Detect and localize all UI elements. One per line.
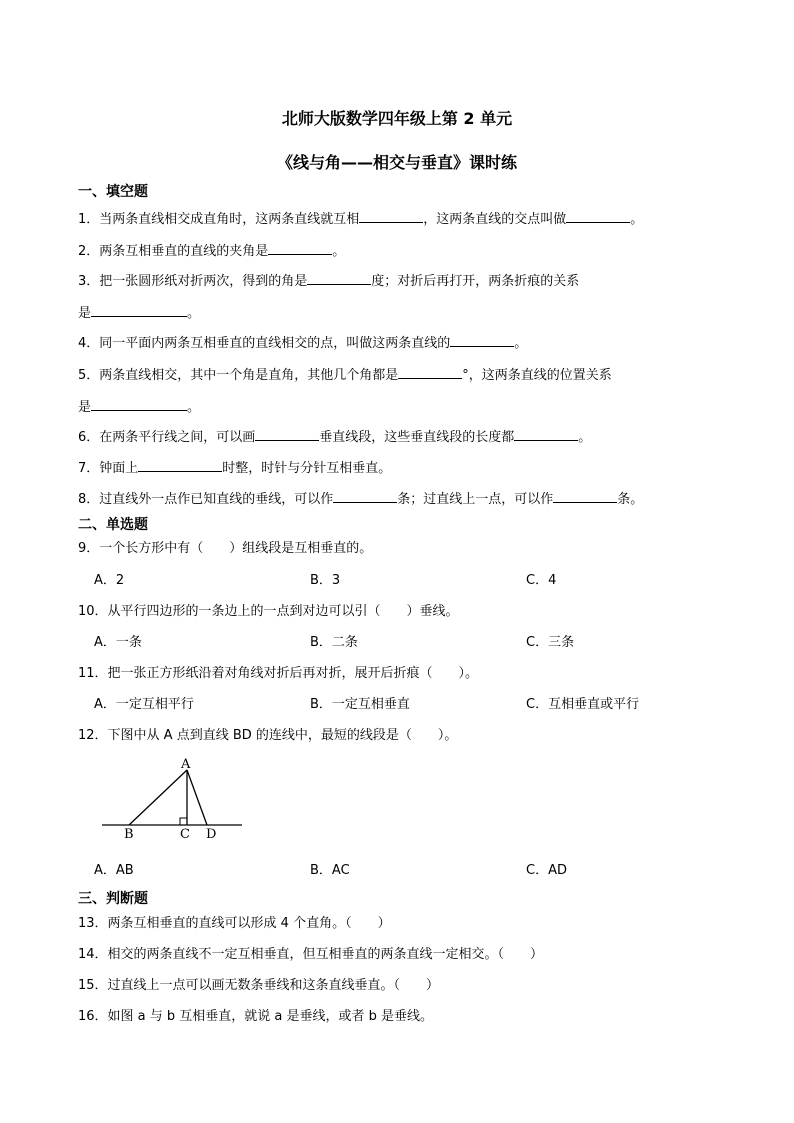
q4-blank[interactable] xyxy=(450,332,514,347)
q2-text-a: 2．两条互相垂直的直线的夹角是 xyxy=(78,244,269,259)
q10-option-b[interactable]: B．二条 xyxy=(310,635,358,650)
q8-text-c: 条。 xyxy=(617,492,644,507)
q9-option-b[interactable]: B．3 xyxy=(310,573,341,588)
q10-option-a[interactable]: A．一条 xyxy=(94,635,142,650)
point-b-label: B xyxy=(124,827,134,842)
point-d-label: D xyxy=(206,827,217,842)
q3-blank-2[interactable] xyxy=(91,302,187,317)
q5-text-d: 。 xyxy=(187,400,201,415)
q1-text-c: 。 xyxy=(630,212,644,227)
question-16: 16．如图 a 与 b 互相垂直，就说 a 是垂线，或者 b 是垂线。 xyxy=(78,1009,434,1024)
section-single-choice: 二、单选题 xyxy=(78,517,148,533)
question-6 xyxy=(78,426,591,447)
q11-option-c[interactable]: C．互相垂直或平行 xyxy=(526,697,640,712)
q1-blank-1[interactable] xyxy=(359,208,423,223)
q6-text-a: 6．在两条平行线之间，可以画 xyxy=(78,430,256,445)
q2-text-b: 。 xyxy=(332,244,346,259)
q8-text-b: 条；过直线上一点，可以作 xyxy=(397,492,554,507)
q7-text-b: 时整，时针与分针互相垂直。 xyxy=(222,461,392,476)
point-c-label: C xyxy=(180,827,190,842)
question-7 xyxy=(78,457,391,478)
point-a-label: A xyxy=(181,757,191,772)
question-5 xyxy=(78,364,612,385)
question-14: 14．相交的两条直线不一定互相垂直，但互相垂直的两条直线一定相交。（ ） xyxy=(78,947,544,962)
question-2 xyxy=(78,240,345,261)
question-13: 13．两条互相垂直的直线可以形成 4 个直角。（ ） xyxy=(78,916,391,931)
q7-text-a: 7．钟面上 xyxy=(78,461,139,476)
question-9: 9．一个长方形中有（ ）组线段是互相垂直的。 xyxy=(78,541,373,556)
segment-ab xyxy=(129,770,187,825)
right-angle-mark xyxy=(180,818,187,825)
q11-option-b[interactable]: B．一定互相垂直 xyxy=(310,697,410,712)
q3-text-c: 是 xyxy=(78,306,92,321)
question-11: 11．把一张正方形纸沿着对角线对折后再对折，展开后折痕（ ）。 xyxy=(78,666,479,681)
q1-text-a: 1．当两条直线相交成直角时，这两条直线就互相 xyxy=(78,212,360,227)
q4-text-a: 4．同一平面内两条互相垂直的直线相交的点，叫做这两条直线的 xyxy=(78,336,451,351)
question-8 xyxy=(78,488,643,509)
question-10: 10．从平行四边形的一条边上的一点到对边可以引（ ）垂线。 xyxy=(78,604,459,619)
question-3-cont xyxy=(78,302,200,323)
q8-text-a: 8．过直线外一点作已知直线的垂线，可以作 xyxy=(78,492,334,507)
q12-option-b[interactable]: B．AC xyxy=(310,863,350,878)
q2-blank[interactable] xyxy=(268,240,332,255)
q8-blank-2[interactable] xyxy=(553,488,617,503)
q11-option-a[interactable]: A．一定互相平行 xyxy=(94,697,194,712)
q10-option-c[interactable]: C．三条 xyxy=(526,635,575,650)
q5-blank-1[interactable] xyxy=(398,364,462,379)
q6-text-c: 。 xyxy=(578,430,592,445)
question-5-cont xyxy=(78,396,200,417)
q5-blank-2[interactable] xyxy=(91,396,187,411)
q1-blank-2[interactable] xyxy=(566,208,630,223)
question-4 xyxy=(78,332,527,353)
q9-option-a[interactable]: A．2 xyxy=(94,573,125,588)
q5-text-c: 是 xyxy=(78,400,92,415)
q7-blank[interactable] xyxy=(138,457,222,472)
section-true-false: 三、判断题 xyxy=(78,891,148,907)
q5-text-a: 5．两条直线相交，其中一个角是直角，其他几个角都是 xyxy=(78,368,399,383)
q3-text-d: 。 xyxy=(187,306,201,321)
q12-option-c[interactable]: C．AD xyxy=(526,863,567,878)
section-fill-blank: 一、填空题 xyxy=(78,184,148,200)
q6-blank-1[interactable] xyxy=(255,426,319,441)
question-15: 15．过直线上一点可以画无数条垂线和这条直线垂直。（ ） xyxy=(78,978,440,993)
q6-text-b: 垂直线段，这些垂直线段的长度都 xyxy=(319,430,515,445)
q8-blank-1[interactable] xyxy=(333,488,397,503)
question-12: 12．下图中从 A 点到直线 BD 的连线中，最短的线段是（ ）。 xyxy=(78,728,458,743)
segment-ad xyxy=(187,770,207,825)
q5-text-b: °，这两条直线的位置关系 xyxy=(462,368,612,383)
page-subtitle: 《线与角——相交与垂直》课时练 xyxy=(276,153,517,172)
q4-text-b: 。 xyxy=(514,336,528,351)
q6-blank-2[interactable] xyxy=(514,426,578,441)
q9-option-c[interactable]: C．4 xyxy=(526,573,557,588)
question-1 xyxy=(78,208,643,229)
q3-text-b: 度；对折后再打开，两条折痕的关系 xyxy=(371,274,580,289)
q1-text-b: ，这两条直线的交点叫做 xyxy=(423,212,567,227)
q3-blank-1[interactable] xyxy=(307,270,371,285)
q12-option-a[interactable]: A．AB xyxy=(94,863,134,878)
question-3 xyxy=(78,270,579,291)
q3-text-a: 3．把一张圆形纸对折两次，得到的角是 xyxy=(78,274,308,289)
triangle-figure xyxy=(100,755,250,845)
page-title: 北师大版数学四年级上第 2 单元 xyxy=(281,109,513,128)
